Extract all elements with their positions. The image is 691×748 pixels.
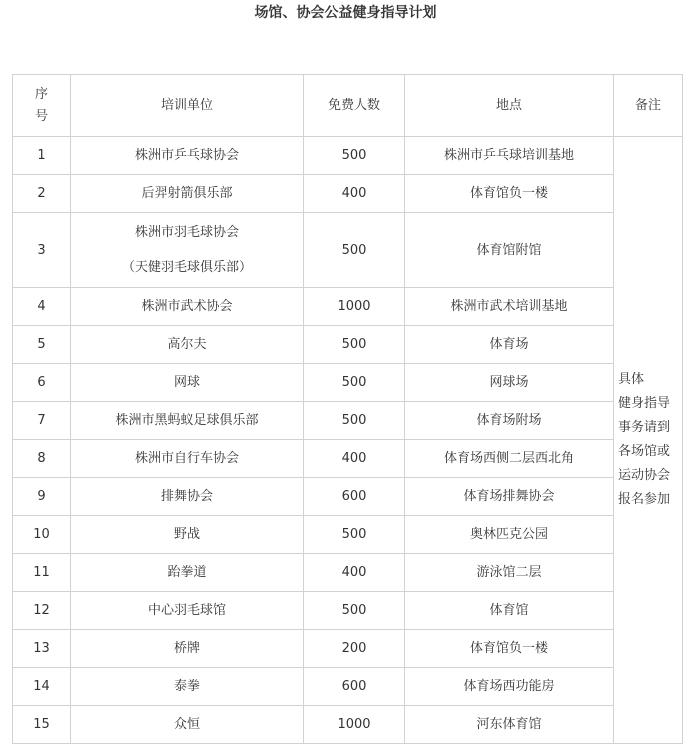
row-unit: [71, 668, 304, 706]
row-unit-line: 跆拳道: [167, 565, 207, 580]
row-seq: 4: [13, 288, 71, 326]
row-seq: 5: [13, 326, 71, 364]
remark-line: 各场馆或: [618, 444, 671, 459]
row-count: 200: [304, 630, 405, 668]
row-seq: 2: [13, 175, 71, 213]
row-seq: 14: [13, 668, 71, 706]
table-row: [13, 592, 683, 630]
row-count: 500: [304, 213, 405, 288]
row-count: 500: [304, 402, 405, 440]
header-remark: 备注: [614, 75, 683, 137]
header-count: 免费人数: [304, 75, 405, 137]
row-place: 体育馆: [405, 592, 614, 630]
row-unit: [71, 478, 304, 516]
row-unit: [71, 706, 304, 744]
row-unit-line: 株洲市自行车协会: [134, 451, 239, 466]
row-count: 500: [304, 364, 405, 402]
table-row: [13, 554, 683, 592]
row-place: 体育场: [405, 326, 614, 364]
remark-text: [616, 368, 680, 512]
row-unit-line: 株洲市乒乓球协会: [134, 148, 239, 163]
row-count: 1000: [304, 706, 405, 744]
row-seq: 11: [13, 554, 71, 592]
row-unit-line: 后羿射箭俱乐部: [141, 186, 233, 201]
header-seq: [13, 75, 71, 137]
remark-line: 健身指导: [618, 396, 671, 411]
row-unit: [71, 137, 304, 175]
row-unit-line: 泰拳: [173, 679, 200, 694]
row-unit-line: 中心羽毛球馆: [147, 603, 226, 618]
row-seq: 9: [13, 478, 71, 516]
header-unit: 培训单位: [71, 75, 304, 137]
row-unit-line: 众恒: [173, 717, 200, 732]
row-unit: [71, 440, 304, 478]
row-unit: [71, 592, 304, 630]
row-unit-line: 株洲市羽毛球协会: [134, 225, 239, 240]
row-count: 600: [304, 668, 405, 706]
row-unit: [71, 326, 304, 364]
remark-line: 报名参加: [618, 492, 671, 507]
table-row: [13, 516, 683, 554]
row-unit: [71, 364, 304, 402]
row-count: 500: [304, 592, 405, 630]
table-header-row: [13, 75, 683, 137]
row-count: 400: [304, 440, 405, 478]
table-row: [13, 288, 683, 326]
table-row: [13, 137, 683, 175]
row-unit-line: 株洲市武术协会: [141, 299, 233, 314]
row-unit: [71, 288, 304, 326]
row-seq: 7: [13, 402, 71, 440]
row-seq: 12: [13, 592, 71, 630]
remark-cell: [614, 137, 683, 744]
row-seq: 8: [13, 440, 71, 478]
row-unit-line: 网球: [173, 375, 200, 390]
table-row: [13, 402, 683, 440]
row-place: 体育场西侧二层西北角: [405, 440, 614, 478]
row-seq: 1: [13, 137, 71, 175]
header-place: 地点: [405, 75, 614, 137]
table-row: [13, 213, 683, 288]
row-unit-line: 野战: [173, 527, 200, 542]
row-unit-line: 高尔夫: [167, 337, 207, 352]
header-seq-line-2: 号: [34, 108, 48, 124]
row-seq: 6: [13, 364, 71, 402]
row-count: 500: [304, 516, 405, 554]
row-unit-line: 排舞协会: [160, 489, 213, 504]
table-row: [13, 668, 683, 706]
page-title: 场馆、协会公益健身指导计划: [254, 5, 437, 21]
row-unit-line: 株洲市黑蚂蚁足球俱乐部: [115, 413, 259, 428]
table-row: [13, 326, 683, 364]
row-place: 体育场附场: [405, 402, 614, 440]
row-seq: 15: [13, 706, 71, 744]
remark-line: 运动协会: [618, 468, 671, 483]
table-row: [13, 440, 683, 478]
row-unit-line: 桥牌: [173, 641, 200, 656]
row-seq: 10: [13, 516, 71, 554]
row-unit: [71, 175, 304, 213]
row-place: 游泳馆二层: [405, 554, 614, 592]
row-place: 株洲市乒乓球培训基地: [405, 137, 614, 175]
row-count: 500: [304, 326, 405, 364]
row-place: 河东体育馆: [405, 706, 614, 744]
fitness-plan-table: [12, 74, 683, 744]
row-place: 体育馆负一楼: [405, 630, 614, 668]
row-place: 株洲市武术培训基地: [405, 288, 614, 326]
table-row: [13, 630, 683, 668]
row-place: 体育场西功能房: [405, 668, 614, 706]
row-seq: 3: [13, 213, 71, 288]
remark-line: 事务请到: [618, 420, 671, 435]
row-place: 奥林匹克公园: [405, 516, 614, 554]
row-count: 1000: [304, 288, 405, 326]
remark-line: 具体: [618, 372, 645, 387]
row-unit: [71, 630, 304, 668]
row-unit: [71, 213, 304, 288]
row-count: 400: [304, 175, 405, 213]
row-place: 体育馆附馆: [405, 213, 614, 288]
row-place: 体育馆负一楼: [405, 175, 614, 213]
row-unit: [71, 402, 304, 440]
row-unit-line: （天健羽毛球俱乐部）: [121, 260, 252, 275]
table-row: [13, 175, 683, 213]
table-row: [13, 706, 683, 744]
row-unit: [71, 554, 304, 592]
header-seq-line-1: 序: [34, 86, 48, 102]
row-count: 500: [304, 137, 405, 175]
row-count: 400: [304, 554, 405, 592]
row-unit: [71, 516, 304, 554]
row-place: 网球场: [405, 364, 614, 402]
table-row: [13, 478, 683, 516]
row-place: 体育场排舞协会: [405, 478, 614, 516]
row-seq: 13: [13, 630, 71, 668]
table-row: [13, 364, 683, 402]
row-count: 600: [304, 478, 405, 516]
